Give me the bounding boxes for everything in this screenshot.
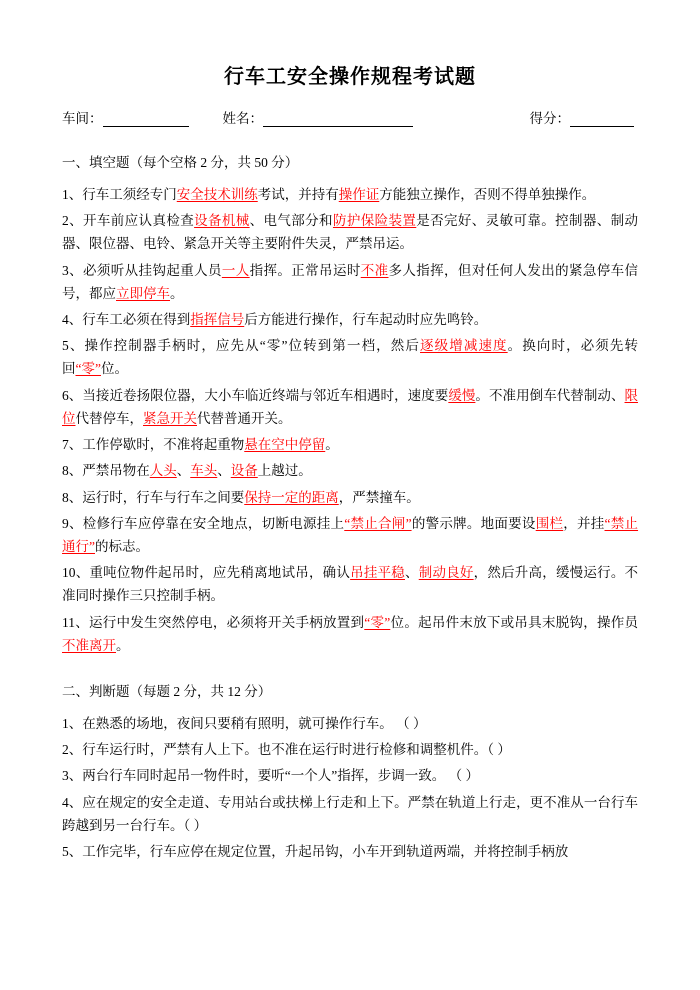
question-text: ，并挂 — [563, 515, 605, 531]
question-text: 3、两台行车同时起吊一物件时，要听“一个人”指挥，步调一致。 （ ） — [62, 768, 479, 784]
question-text: 8、运行时，行车与行车之间要 — [62, 489, 245, 505]
answer-blank-filled: “零” — [75, 361, 101, 377]
answer-blank-filled: 防护保险装置 — [332, 213, 417, 229]
score-label: 得分： — [529, 111, 570, 126]
answer-blank-filled: 一人 — [221, 262, 250, 278]
question-item — [62, 561, 638, 607]
question-text: 考试，并持有 — [257, 186, 339, 202]
question-text: 后方能进行操作，行车起动时应先鸣铃。 — [244, 312, 488, 328]
name-field — [223, 107, 414, 127]
question-text: 的标志。 — [95, 538, 149, 554]
question-text: 代替停车， — [75, 410, 143, 426]
question-text: 。换向时，必须先转回 — [62, 338, 639, 377]
question-text: 。 — [170, 285, 184, 301]
answer-blank-filled: 悬在空中停留 — [244, 437, 326, 453]
answer-blank-filled: 不准离开 — [62, 637, 116, 653]
question-item — [62, 209, 638, 255]
answer-blank-filled: 吊挂平稳 — [350, 565, 405, 581]
question-text: 8、严禁吊物在 — [62, 463, 150, 479]
answer-blank-filled: 紧急开关 — [143, 410, 197, 426]
question-text: 是否完好、灵敏可靠。控制器、制动器、限位器、电铃、紧急开关等主要附件失灵，严禁吊运。 — [62, 213, 639, 252]
question-text: 1、行车工须经专门 — [62, 186, 177, 202]
question-item — [62, 840, 638, 863]
answer-blank-filled: 缓慢 — [448, 387, 476, 403]
question-text: 6、当接近卷扬限位器，大小车临近终端与邻近车相遇时，速度要 — [62, 387, 449, 403]
answer-blank-filled: 安全技术训练 — [176, 186, 258, 202]
question-text: 4、应在规定的安全走道、专用站台或扶梯上行走和上下。严禁在轨道上行走，更不准从一台行车跨越到另一台行车。（ ） — [62, 794, 638, 833]
answer-blank-filled: 立即停车 — [116, 285, 170, 301]
answer-blank-filled: 限位 — [62, 387, 639, 426]
question-item — [62, 308, 638, 331]
question-item — [62, 512, 638, 558]
question-item — [62, 712, 638, 735]
answer-blank-filled: 逐级增减速度 — [420, 338, 508, 354]
question-text: 3、必须听从挂钩起重人员 — [62, 262, 222, 278]
answer-blank-filled: “零” — [364, 614, 391, 630]
question-text: 5、工作完毕，行车应停在规定位置，升起吊钩，小车开到轨道两端，并将控制手柄放 — [62, 844, 569, 860]
question-text: 4、行车工必须在得到 — [62, 312, 191, 328]
answer-blank-filled: 围栏 — [535, 515, 564, 531]
question-item — [62, 459, 638, 482]
answer-blank-filled: 车头 — [190, 463, 218, 479]
question-item — [62, 384, 638, 430]
question-text: 。 — [325, 437, 339, 453]
question-text: 、电气部分和 — [249, 213, 333, 229]
answer-blank-filled: 保持一定的距离 — [244, 489, 339, 505]
page-title: 行车工安全操作规程考试题 — [224, 66, 476, 88]
question-text: 指挥。正常吊运时 — [249, 262, 361, 278]
question-text: 多人指挥，但对任何人发出的紧急停车信号，都应 — [62, 262, 639, 301]
question-text: 、 — [217, 463, 231, 479]
question-text: 。 — [116, 637, 130, 653]
question-item — [62, 334, 638, 380]
section-heading: 二、判断题（每题 2 分，共 12 分） — [62, 684, 272, 700]
question-item — [62, 738, 638, 761]
answer-blank-filled: 不准 — [360, 262, 389, 278]
question-text: 、 — [176, 463, 191, 479]
question-item — [62, 183, 638, 206]
question-text: 上越过。 — [257, 463, 312, 479]
question-text: 方能独立操作，否则不得单独操作。 — [379, 186, 596, 202]
section-heading: 一、填空题（每个空格 2 分，共 50 分） — [62, 155, 299, 170]
question-text: 代替普通开关。 — [197, 410, 292, 426]
question-text: 的警示牌。地面要设 — [411, 515, 536, 531]
score-field — [530, 107, 635, 127]
name-blank[interactable] — [263, 113, 413, 127]
question-item — [62, 611, 638, 657]
question-text: ，严禁撞车。 — [338, 489, 420, 505]
question-text: 10、重吨位物件起吊时，应先稍离地试吊，确认 — [62, 565, 351, 581]
question-text: 11、运行中发生突然停电，必须将开关手柄放置到 — [62, 614, 365, 630]
name-label: 姓名： — [222, 111, 263, 126]
question-text: 5、操作控制器手柄时，应先从“零”位转到第一档，然后 — [62, 338, 421, 354]
answer-blank-filled: 设备 — [230, 463, 258, 479]
question-text: 2、行车运行时，严禁有人上下。也不准在运行时进行检修和调整机件。（ ） — [62, 742, 511, 758]
question-text: 位。 — [100, 361, 128, 377]
question-text: 2、开车前应认真检查 — [62, 213, 195, 229]
answer-blank-filled: 设备机械 — [194, 213, 250, 229]
answer-blank-filled: “禁止合闸” — [344, 515, 412, 531]
question-item — [62, 259, 638, 305]
answer-blank-filled: “禁止通行” — [62, 515, 639, 554]
question-item — [62, 486, 638, 509]
exam-body — [62, 153, 638, 863]
question-item — [62, 764, 638, 787]
answer-blank-filled: 操作证 — [338, 186, 380, 202]
answer-blank-filled: 制动良好 — [418, 565, 474, 581]
question-text: ，然后升高，缓慢运行。不准同时操作三只控制手柄。 — [62, 565, 639, 604]
workshop-field — [62, 107, 189, 127]
question-item — [62, 791, 638, 837]
question-text: 7、工作停歇时，不准将起重物 — [62, 437, 245, 453]
workshop-label: 车间： — [62, 111, 103, 126]
answer-blank-filled: 指挥信号 — [190, 312, 245, 328]
question-text: 。不准用倒车代替制动、 — [475, 387, 625, 403]
question-item — [62, 433, 638, 456]
question-text: 1、在熟悉的场地，夜间只要稍有照明，就可操作行车。 （ ） — [62, 716, 427, 731]
question-text: 位。起吊件末放下或吊具末脱钩，操作员 — [390, 614, 639, 630]
meta-row — [62, 107, 638, 127]
score-blank[interactable] — [570, 113, 634, 127]
section-gap — [62, 660, 638, 682]
answer-blank-filled: 人头 — [149, 463, 177, 479]
question-text: 9、检修行车应停靠在安全地点，切断电源挂上 — [62, 515, 345, 531]
question-text: 、 — [405, 565, 419, 581]
workshop-blank[interactable] — [103, 113, 189, 127]
